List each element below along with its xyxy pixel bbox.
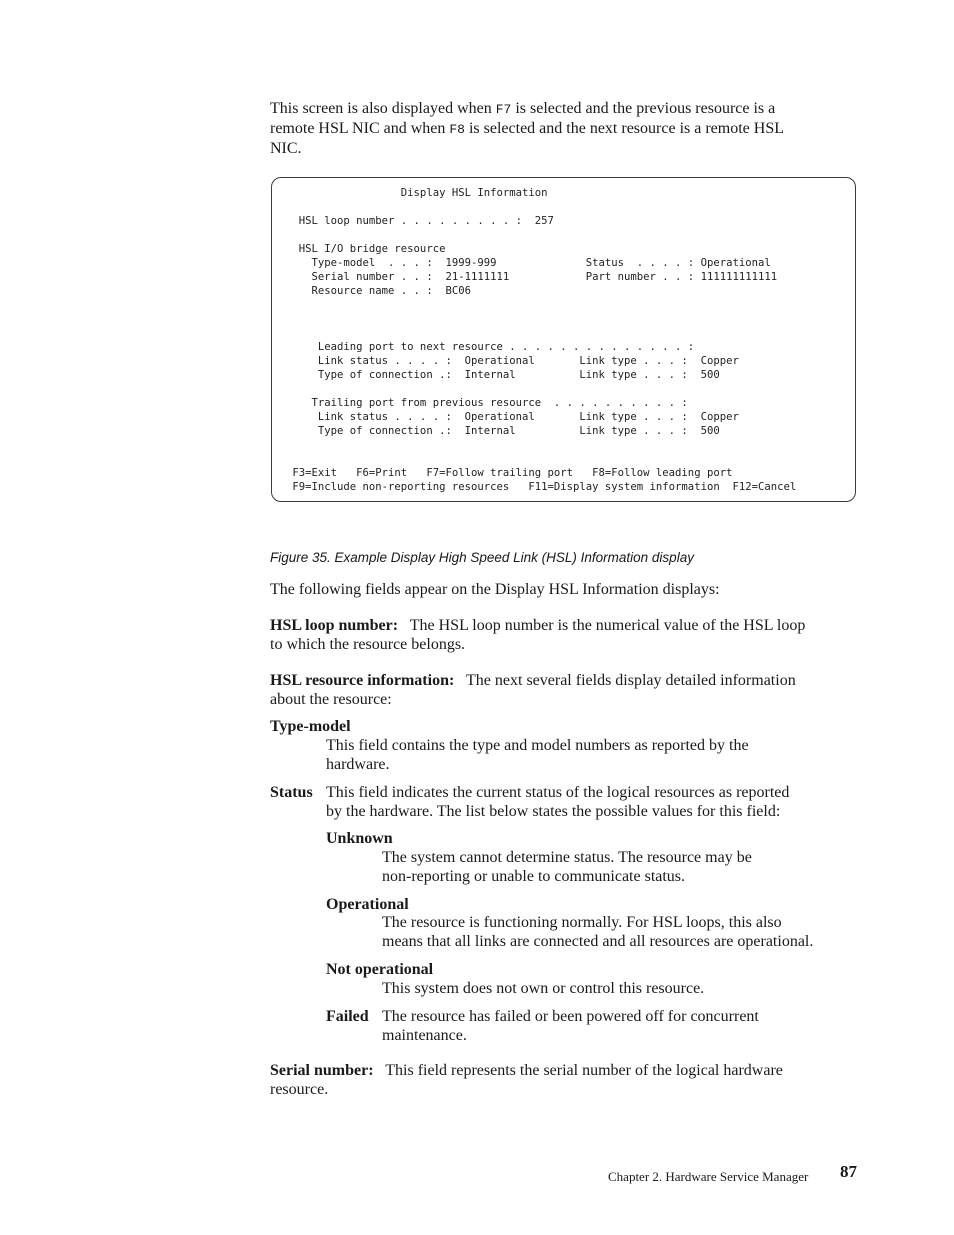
status-not-operational-definition: This system does not own or control this resource. <box>382 980 705 997</box>
fields-intro: The following fields appear on the Display HSL Information displays: <box>270 581 720 598</box>
hsl-resource-information-description: HSL resource information: The next several fields display detailed information about the resource: <box>270 672 796 708</box>
screen-line: HSL loop number . . . . . . . . . : 257 <box>286 215 554 227</box>
screen-line: Leading port to next resource . . . . . . . . . . . . . . : <box>286 341 695 353</box>
figure-caption: Figure 35. Example Display High Speed Link (HSL) Information display <box>270 550 694 565</box>
intro-line-1: This screen is also displayed when F7 is selected and the previous resource is a <box>270 100 776 117</box>
screen-line: Resource name . . : BC06 <box>286 285 471 297</box>
screen-line: HSL I/O bridge resource <box>286 243 446 255</box>
hsl-information-screen <box>271 177 856 502</box>
intro-line-2: remote HSL NIC and when F8 is selected and the next resource is a remote HSL <box>270 120 784 137</box>
screen-line: F3=Exit F6=Print F7=Follow trailing port F8=Follow leading port <box>286 467 733 479</box>
status-definition: This field indicates the current status of the logical resources as reported by the hardware. The list below states the possible values for this field: <box>326 784 790 820</box>
screen-line: F9=Include non-reporting resources F11=Display system information F12=Cancel <box>286 481 797 493</box>
hsl-loop-number-description: HSL loop number: The HSL loop number is the numerical value of the HSL loop to which the resource belongs. <box>270 617 806 653</box>
screen-line: Type of connection .: Internal Link type . . . : 500 <box>286 369 720 381</box>
f8-key: F8 <box>449 122 465 137</box>
screen-line: Link status . . . . : Operational Link type . . . : Copper <box>286 355 739 367</box>
status-unknown-definition: The system cannot determine status. The resource may be non-reporting or unable to communicate status. <box>382 849 752 885</box>
screen-line: Serial number . . : 21-1111111 Part number . . : 111111111111 <box>286 271 778 283</box>
screen-line: Type-model . . . : 1999-999 Status . . . . : Operational <box>286 257 771 269</box>
hsl-resource-information-term: HSL resource information: <box>270 672 455 689</box>
status-term: Status <box>270 784 313 801</box>
serial-number-term: Serial number: <box>270 1062 374 1079</box>
status-not-operational-term: Not operational <box>326 961 434 978</box>
status-failed-definition: The resource has failed or been powered off for concurrent maintenance. <box>382 1008 759 1044</box>
status-failed-term: Failed <box>326 1008 369 1025</box>
intro-line-3: NIC. <box>270 140 302 157</box>
hsl-loop-number-term: HSL loop number: <box>270 617 399 634</box>
screen-line: Link status . . . . : Operational Link type . . . : Copper <box>286 411 739 423</box>
f7-key: F7 <box>495 102 512 117</box>
screen-line: Display HSL Information <box>286 187 548 199</box>
serial-number-description: Serial number: This field represents the serial number of the logical hardware resource. <box>270 1062 783 1098</box>
intro-paragraph <box>270 99 860 158</box>
screen-line: Type of connection .: Internal Link type . . . : 500 <box>286 425 720 437</box>
chapter-footer: Chapter 2. Hardware Service Manager <box>608 1169 809 1184</box>
status-unknown-term: Unknown <box>326 830 393 847</box>
status-operational-definition: The resource is functioning normally. For HSL loops, this also means that all links are connected and all resources are operational. <box>382 914 814 950</box>
page-number: 87 <box>840 1162 857 1181</box>
type-model-term: Type-model <box>270 718 351 735</box>
screen-line: Trailing port from previous resource . . . . . . . . . . : <box>286 397 688 409</box>
status-operational-term: Operational <box>326 896 409 913</box>
type-model-definition: This field contains the type and model numbers as reported by the hardware. <box>326 737 749 773</box>
